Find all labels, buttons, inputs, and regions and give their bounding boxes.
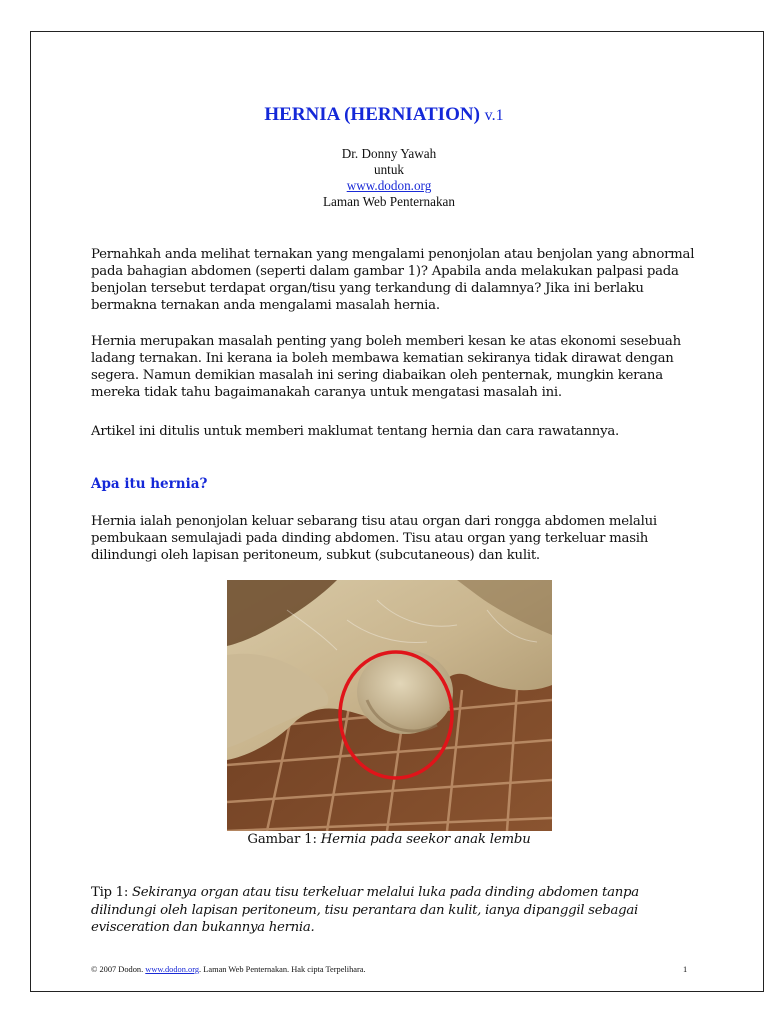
for-label: untuk: [373, 162, 405, 177]
footer: [91, 965, 691, 974]
footer-link[interactable]: www.dodon.org: [145, 965, 200, 974]
footer-rest: . Laman Web Penternakan. Hak cipta Terpelihara.: [199, 965, 366, 974]
tip-label: Tip 1:: [91, 885, 128, 900]
hernia-photo: [227, 580, 552, 831]
page-number: 1: [683, 965, 688, 974]
footer-copyright: © 2007 Dodon.: [91, 965, 144, 974]
title-text: HERNIA (HERNIATION): [264, 104, 480, 125]
author-name: Dr. Donny Yawah: [341, 146, 437, 161]
intro-paragraph-3: Artikel ini ditulis untuk memberi maklumat tentang hernia dan cara rawatannya.: [91, 424, 620, 439]
byline: [0, 146, 768, 210]
document-title: [0, 104, 768, 126]
caption-label: Gambar 1:: [247, 832, 317, 847]
calf-photo-illustration: [227, 580, 552, 831]
tip-block: [91, 884, 695, 937]
tip-text: Sekiranya organ atau tisu terkeluar melalui luka pada dinding abdomen tanpa dilindungi oleh lapisan peritoneum, tisu perantara dan kulit, ianya dipanggil sebagai evisceration dan bukannya hernia.: [91, 885, 639, 935]
section-heading: Apa itu hernia?: [91, 476, 208, 492]
definition-paragraph: Hernia ialah penonjolan keluar sebarang tisu atau organ dari rongga abdomen melalui pembukaan semulajadi pada dinding abdomen. Tisu atau organ yang terkeluar masih dilindungi oleh lapisan peritoneum, subkut (subcutaneous) dan kulit.: [91, 514, 657, 563]
website-link[interactable]: www.dodon.org: [346, 178, 432, 193]
title-version: v.1: [484, 107, 504, 124]
intro-paragraph-1: Pernahkah anda melihat ternakan yang mengalami penonjolan atau benjolan yang abnormal pada bahagian abdomen (seperti dalam gambar 1)? Apabila anda melakukan palpasi pada benjolan tersebut terdapat organ/tisu yang terkandung di dalamnya? Jika ini berlaku bermakna ternakan anda mengalami masalah hernia.: [91, 247, 695, 313]
website-name: Laman Web Penternakan: [323, 194, 455, 209]
intro-paragraph-2: Hernia merupakan masalah penting yang boleh memberi kesan ke atas ekonomi sesebuah ladang ternakan. Ini kerana ia boleh membawa kematian sekiranya tidak dirawat dengan segera. Namun demikian masalah ini sering diabaikan oleh penternak, mungkin kerana mereka tidak tahu bagaimanakah caranya untuk mengatasi masalah ini.: [91, 334, 681, 400]
caption-text: Hernia pada seekor anak lembu: [320, 832, 531, 847]
figure-caption: [0, 832, 768, 847]
